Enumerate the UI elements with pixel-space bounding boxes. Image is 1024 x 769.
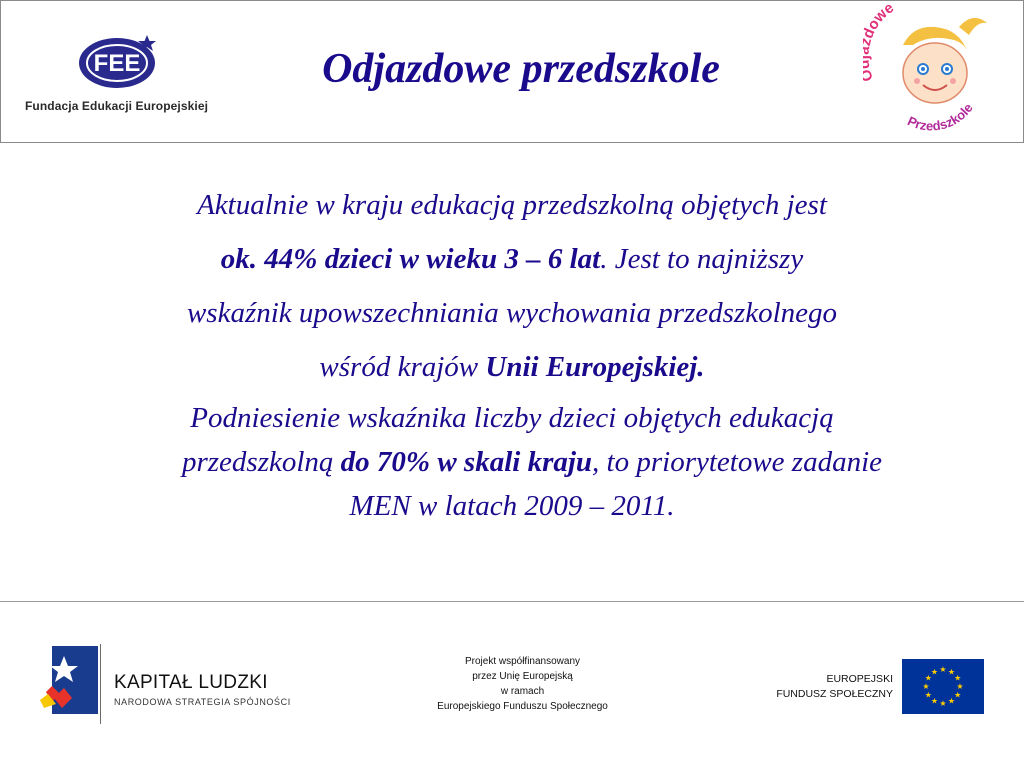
fee-logo-text: FEE (93, 50, 141, 77)
p2-line2-bold: do 70% w skali kraju (340, 446, 593, 478)
project-line: przez Unię Europejską (472, 671, 573, 682)
eu-star: ★ (922, 682, 930, 691)
girl-face-icon (863, 5, 993, 135)
header (0, 0, 1024, 143)
p2-line1: Podniesienie wskaźnika liczby dzieci objętych edukacją (190, 402, 834, 434)
kapital-ludzki-subtitle: NARODOWA STRATEGIA SPÓJNOŚCI (114, 697, 291, 707)
main-content (60, 178, 964, 528)
paragraph-2 (60, 396, 964, 528)
footer (0, 601, 1024, 769)
p1-line2-bold: ok. 44% dzieci w wieku 3 – 6 lat (220, 243, 601, 275)
p1-line1: Aktualnie w kraju edukacją przedszkolną objętych jest (197, 189, 827, 221)
eu-star: ★ (924, 690, 932, 700)
eu-flag-icon (902, 659, 984, 714)
page-title: Odjazdowe przedszkole (322, 46, 720, 92)
eu-star: ★ (930, 696, 939, 706)
odjazdowe-przedszkole-logo (863, 5, 993, 135)
efs-line2: FUNDUSZ SPOŁECZNY (776, 688, 893, 700)
eu-star: ★ (954, 673, 962, 683)
eu-star: ★ (939, 699, 947, 708)
fee-logo (25, 27, 225, 119)
paragraph-1 (60, 178, 964, 394)
project-info (380, 654, 665, 714)
eu-star: ★ (930, 667, 939, 677)
efs-line1: EUROPEJSKI (826, 673, 893, 685)
eu-star: ★ (947, 696, 956, 706)
svg-text:Odjazdowe (863, 5, 897, 83)
p1-line3: wskaźnik upowszechniania wychowania przedszkolnego (186, 297, 838, 329)
fee-caption: Fundacja Edukacji Europejskiej (25, 99, 209, 113)
fee-emblem-icon (25, 27, 225, 97)
p1-line4-a: wśród krajów (319, 351, 486, 383)
p1-line4-bold: Unii Europejskiej. (485, 351, 705, 383)
p1-line2-rest: . Jest to najniższy (600, 243, 804, 275)
kapital-ludzki-title: KAPITAŁ LUDZKI (114, 672, 268, 693)
eu-star: ★ (954, 690, 962, 700)
logo-bottom-arc-text: Przedszkole (905, 100, 976, 134)
project-line: w ramach (500, 686, 545, 697)
p2-line3: MEN w latach 2009 – 2011. (349, 490, 675, 522)
eu-star: ★ (924, 673, 932, 683)
svg-text:Przedszkole (905, 100, 975, 133)
kapital-ludzki-star-icon (38, 646, 100, 716)
eu-star: ★ (947, 667, 956, 677)
eu-star: ★ (939, 665, 947, 674)
p2-line2-rest: , to priorytetowe zadanie (592, 446, 883, 478)
eu-star: ★ (956, 682, 964, 691)
efs-label (748, 672, 893, 702)
logo-top-arc-text: owe (863, 5, 898, 34)
kapital-ludzki-logo (38, 646, 100, 716)
project-line: Projekt współfinansowany (464, 656, 581, 667)
p2-line2-a: przedszkolną (181, 446, 341, 478)
kl-divider (100, 644, 101, 724)
project-line: Europejskiego Funduszu Społecznego (437, 701, 608, 712)
